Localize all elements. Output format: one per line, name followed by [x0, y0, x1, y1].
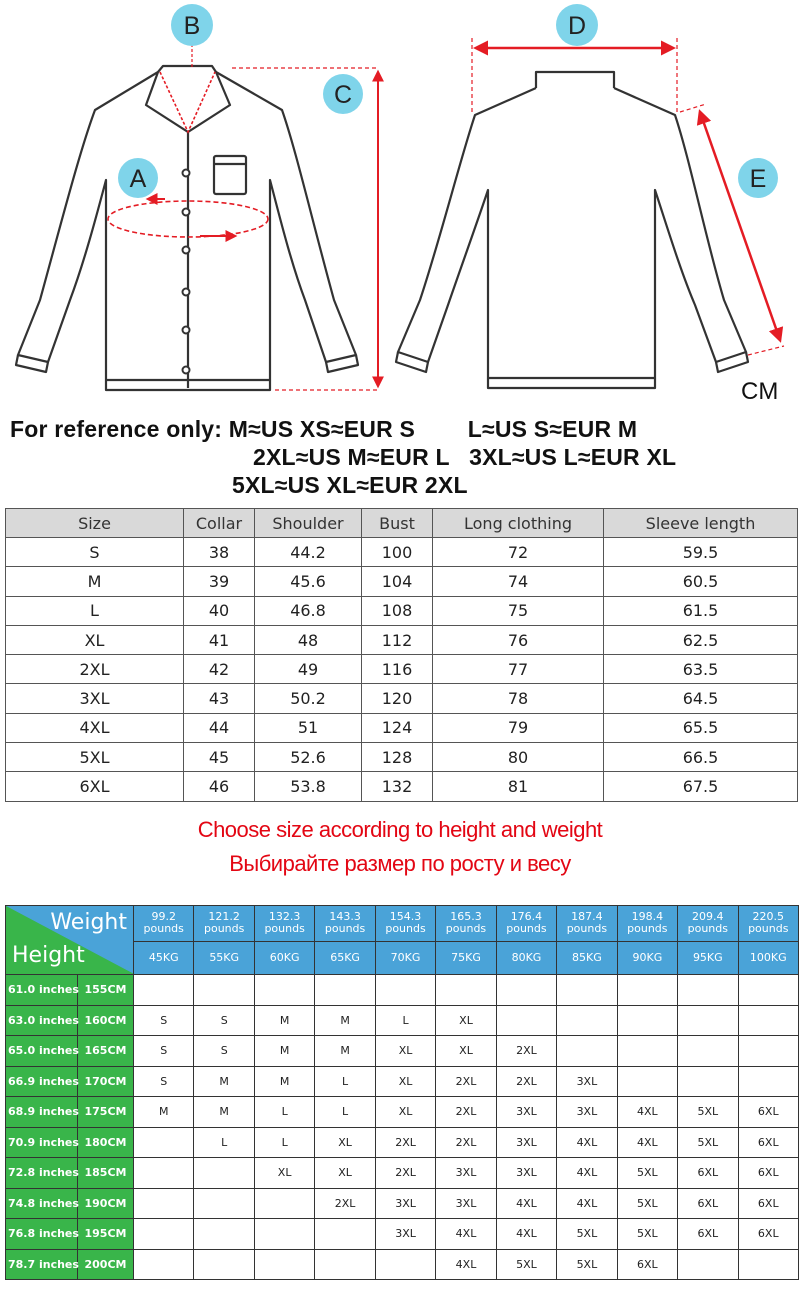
size-table-header [6, 509, 798, 538]
height-row [6, 1127, 799, 1158]
size-row [6, 743, 798, 772]
size-cell: 74 [433, 567, 604, 596]
size-recommendation-cell: M [134, 1097, 194, 1128]
size-recommendation-cell: L [375, 1005, 435, 1036]
svg-text:B: B [183, 12, 201, 40]
size-recommendation-cell: 5XL [617, 1219, 677, 1250]
size-recommendation-cell: 4XL [617, 1097, 677, 1128]
size-recommendation-cell: 3XL [496, 1127, 556, 1158]
size-cell: 52.6 [255, 743, 362, 772]
shirt-measurement-diagram [0, 0, 800, 400]
size-recommendation-cell [557, 1036, 617, 1067]
size-cell: 63.5 [604, 655, 798, 684]
height-inches-cell: 76.8 inches [6, 1219, 78, 1250]
size-recommendation-cell: 3XL [375, 1188, 435, 1219]
size-cell: 108 [362, 596, 433, 625]
size-recommendation-cell: S [194, 1005, 254, 1036]
size-recommendation-cell: 5XL [617, 1158, 677, 1189]
size-recommendation-cell: 2XL [496, 1036, 556, 1067]
size-recommendation-cell: 2XL [496, 1066, 556, 1097]
size-cell: 62.5 [604, 625, 798, 654]
size-cell: 6XL [6, 772, 184, 801]
reference-line-1: For reference only: M≈US XS≈EUR S L≈US S≈EUR M [10, 416, 638, 442]
header-long-clothing: Long clothing [433, 509, 604, 538]
size-row [6, 538, 798, 567]
size-cell: 3XL [6, 684, 184, 713]
size-recommendation-cell: 3XL [375, 1219, 435, 1250]
size-recommendation-cell [738, 1066, 798, 1097]
size-recommendation-cell: 4XL [557, 1158, 617, 1189]
size-cell: 46 [184, 772, 255, 801]
weight-pounds-header: 176.4 pounds [496, 906, 556, 942]
size-cell: 79 [433, 713, 604, 742]
size-cell: 48 [255, 625, 362, 654]
size-recommendation-cell [617, 1066, 677, 1097]
size-recommendation-cell: 4XL [436, 1249, 496, 1280]
size-cell: 116 [362, 655, 433, 684]
size-cell: 38 [184, 538, 255, 567]
height-cm-cell: 200CM [78, 1249, 134, 1280]
size-recommendation-cell: XL [375, 1036, 435, 1067]
size-recommendation-cell [678, 1249, 738, 1280]
size-recommendation-cell: M [254, 1005, 314, 1036]
size-recommendation-cell: 2XL [436, 1127, 496, 1158]
size-recommendation-cell [254, 1219, 314, 1250]
size-recommendation-cell: 6XL [738, 1158, 798, 1189]
height-inches-cell: 61.0 inches [6, 975, 78, 1006]
size-recommendation-cell [254, 975, 314, 1006]
size-recommendation-cell: XL [436, 1005, 496, 1036]
header-bust: Bust [362, 509, 433, 538]
height-cm-cell: 160CM [78, 1005, 134, 1036]
reference-line-2: 2XL≈US M≈EUR L 3XL≈US L≈EUR XL [253, 444, 677, 470]
weight-pounds-header: 132.3 pounds [254, 906, 314, 942]
height-row [6, 1158, 799, 1189]
size-cell: 2XL [6, 655, 184, 684]
weight-pounds-header: 187.4 pounds [557, 906, 617, 942]
reference-line-3: 5XL≈US XL≈EUR 2XL [232, 472, 468, 498]
unit-label: CM [741, 378, 779, 405]
weight-corner-label: Weight [50, 910, 127, 935]
size-recommendation-cell: 4XL [496, 1219, 556, 1250]
size-recommendation-cell: 3XL [557, 1097, 617, 1128]
label-marker-e [738, 158, 778, 198]
size-cell: S [6, 538, 184, 567]
svg-text:A: A [129, 165, 147, 193]
size-cell: 81 [433, 772, 604, 801]
height-inches-cell: 65.0 inches [6, 1036, 78, 1067]
size-cell: 65.5 [604, 713, 798, 742]
size-recommendation-cell: 5XL [496, 1249, 556, 1280]
height-row [6, 1097, 799, 1128]
size-recommendation-cell: 4XL [436, 1219, 496, 1250]
size-cell: 51 [255, 713, 362, 742]
size-recommendation-cell: 2XL [375, 1127, 435, 1158]
size-cell: M [6, 567, 184, 596]
size-cell: 132 [362, 772, 433, 801]
size-recommendation-cell: 3XL [436, 1188, 496, 1219]
svg-text:C: C [333, 81, 353, 109]
size-recommendation-cell: L [315, 1066, 375, 1097]
size-recommendation-cell [738, 1036, 798, 1067]
weight-pounds-header: 209.4 pounds [678, 906, 738, 942]
size-recommendation-cell [194, 1219, 254, 1250]
size-recommendation-cell [678, 1066, 738, 1097]
size-recommendation-cell [496, 975, 556, 1006]
size-recommendation-cell: S [134, 1066, 194, 1097]
height-row [6, 1066, 799, 1097]
size-row [6, 655, 798, 684]
notice-english: Choose size according to height and weight [197, 817, 603, 842]
weight-kg-header: 95KG [678, 941, 738, 975]
size-cell: 45.6 [255, 567, 362, 596]
size-recommendation-cell [678, 1005, 738, 1036]
height-inches-cell: 72.8 inches [6, 1158, 78, 1189]
size-cell: 61.5 [604, 596, 798, 625]
size-recommendation-cell [134, 975, 194, 1006]
height-inches-cell: 63.0 inches [6, 1005, 78, 1036]
size-cell: 44 [184, 713, 255, 742]
size-recommendation-cell: L [254, 1127, 314, 1158]
size-recommendation-cell [134, 1127, 194, 1158]
weight-pounds-header: 198.4 pounds [617, 906, 677, 942]
header-shoulder: Shoulder [255, 509, 362, 538]
height-cm-cell: 185CM [78, 1158, 134, 1189]
height-cm-cell: 195CM [78, 1219, 134, 1250]
size-recommendation-cell: 6XL [617, 1249, 677, 1280]
size-recommendation-cell [134, 1158, 194, 1189]
size-recommendation-cell [617, 1036, 677, 1067]
size-recommendation-cell: 2XL [375, 1158, 435, 1189]
size-recommendation-cell: 2XL [436, 1066, 496, 1097]
height-cm-cell: 170CM [78, 1066, 134, 1097]
size-cell: 41 [184, 625, 255, 654]
size-row [6, 713, 798, 742]
height-cm-cell: 175CM [78, 1097, 134, 1128]
size-cell: 120 [362, 684, 433, 713]
size-recommendation-cell: M [194, 1066, 254, 1097]
size-table [5, 508, 798, 802]
size-recommendation-cell [194, 1249, 254, 1280]
label-marker-d [556, 4, 598, 46]
size-recommendation-cell: 3XL [557, 1066, 617, 1097]
size-cell: 112 [362, 625, 433, 654]
size-cell: 59.5 [604, 538, 798, 567]
size-recommendation-cell [134, 1249, 194, 1280]
size-cell: 50.2 [255, 684, 362, 713]
size-cell: 60.5 [604, 567, 798, 596]
height-row [6, 1249, 799, 1280]
height-cm-cell: 190CM [78, 1188, 134, 1219]
size-recommendation-cell [315, 975, 375, 1006]
size-cell: 75 [433, 596, 604, 625]
size-recommendation-cell [134, 1188, 194, 1219]
size-recommendation-cell: M [194, 1097, 254, 1128]
size-recommendation-cell [194, 1188, 254, 1219]
height-inches-cell: 70.9 inches [6, 1127, 78, 1158]
weight-kg-header: 100KG [738, 941, 798, 975]
size-recommendation-cell: XL [315, 1127, 375, 1158]
size-cell: 67.5 [604, 772, 798, 801]
size-cell: 128 [362, 743, 433, 772]
weight-pounds-header: 143.3 pounds [315, 906, 375, 942]
size-recommendation-cell: 6XL [738, 1097, 798, 1128]
weight-pounds-header: 220.5 pounds [738, 906, 798, 942]
weight-kg-header: 90KG [617, 941, 677, 975]
size-recommendation-cell [738, 1005, 798, 1036]
size-recommendation-cell: L [254, 1097, 314, 1128]
size-recommendation-cell: M [254, 1066, 314, 1097]
size-cell: 46.8 [255, 596, 362, 625]
weight-kg-header: 60KG [254, 941, 314, 975]
size-recommendation-cell [557, 975, 617, 1006]
weight-pounds-header: 121.2 pounds [194, 906, 254, 942]
size-cell: 5XL [6, 743, 184, 772]
size-recommendation-cell [738, 1249, 798, 1280]
weight-kg-header: 85KG [557, 941, 617, 975]
size-recommendation-cell: XL [254, 1158, 314, 1189]
height-cm-cell: 155CM [78, 975, 134, 1006]
size-row [6, 625, 798, 654]
size-cell: 77 [433, 655, 604, 684]
size-cell: 66.5 [604, 743, 798, 772]
size-recommendation-cell: 6XL [678, 1188, 738, 1219]
header-sleeve-length: Sleeve length [604, 509, 798, 538]
size-cell: 44.2 [255, 538, 362, 567]
size-recommendation-cell: M [315, 1036, 375, 1067]
height-row [6, 1188, 799, 1219]
size-recommendation-cell [194, 975, 254, 1006]
size-row [6, 567, 798, 596]
height-inches-cell: 78.7 inches [6, 1249, 78, 1280]
label-marker-c [323, 74, 363, 114]
height-weight-table [5, 905, 799, 1280]
size-recommendation-cell [557, 1005, 617, 1036]
notice-russian: Выбирайте размер по росту и весу [229, 851, 571, 876]
size-recommendation-cell [194, 1158, 254, 1189]
height-inches-cell: 66.9 inches [6, 1066, 78, 1097]
size-recommendation-cell [617, 975, 677, 1006]
size-recommendation-cell: S [194, 1036, 254, 1067]
size-recommendation-cell: 3XL [496, 1097, 556, 1128]
height-corner-label: Height [12, 943, 85, 968]
weight-kg-header: 65KG [315, 941, 375, 975]
svg-text:E: E [749, 165, 767, 193]
size-recommendation-cell [254, 1249, 314, 1280]
size-row [6, 684, 798, 713]
height-cm-cell: 180CM [78, 1127, 134, 1158]
size-recommendation-cell: 3XL [496, 1158, 556, 1189]
size-recommendation-cell [375, 1249, 435, 1280]
size-recommendation-cell: M [254, 1036, 314, 1067]
weight-kg-header: 70KG [375, 941, 435, 975]
size-row [6, 596, 798, 625]
size-recommendation-cell: 2XL [436, 1097, 496, 1128]
size-cell: 53.8 [255, 772, 362, 801]
height-row [6, 975, 799, 1006]
size-recommendation-cell: XL [375, 1097, 435, 1128]
height-row [6, 1219, 799, 1250]
weight-pounds-header: 99.2 pounds [134, 906, 194, 942]
size-recommendation-cell: 6XL [738, 1127, 798, 1158]
size-recommendation-cell: XL [315, 1158, 375, 1189]
size-recommendation-cell [436, 975, 496, 1006]
weight-kg-header: 80KG [496, 941, 556, 975]
weight-pounds-header: 165.3 pounds [436, 906, 496, 942]
size-recommendation-cell: XL [375, 1066, 435, 1097]
size-recommendation-cell: 6XL [738, 1188, 798, 1219]
height-row [6, 1036, 799, 1067]
size-cell: 76 [433, 625, 604, 654]
header-size: Size [6, 509, 184, 538]
size-recommendation-cell [678, 1036, 738, 1067]
size-recommendation-cell: 6XL [678, 1158, 738, 1189]
size-recommendation-cell: 6XL [678, 1219, 738, 1250]
label-marker-b [171, 4, 213, 46]
header-collar: Collar [184, 509, 255, 538]
size-cell: XL [6, 625, 184, 654]
size-recommendation-cell [678, 975, 738, 1006]
size-cell: 45 [184, 743, 255, 772]
size-cell: 64.5 [604, 684, 798, 713]
size-cell: 43 [184, 684, 255, 713]
size-recommendation-cell: 5XL [557, 1249, 617, 1280]
size-row [6, 772, 798, 801]
label-marker-a [118, 158, 158, 198]
size-cell: 39 [184, 567, 255, 596]
size-recommendation-cell [315, 1249, 375, 1280]
size-recommendation-cell: S [134, 1036, 194, 1067]
weight-kg-header: 75KG [436, 941, 496, 975]
size-recommendation-cell: 5XL [617, 1188, 677, 1219]
size-recommendation-cell: S [134, 1005, 194, 1036]
size-cell: 72 [433, 538, 604, 567]
size-cell: 78 [433, 684, 604, 713]
size-recommendation-cell: 4XL [496, 1188, 556, 1219]
size-cell: 80 [433, 743, 604, 772]
front-shirt-icon [16, 66, 358, 390]
back-shirt-icon [396, 72, 748, 388]
size-cell: 42 [184, 655, 255, 684]
size-cell: 40 [184, 596, 255, 625]
size-recommendation-cell: 4XL [617, 1127, 677, 1158]
svg-text:D: D [567, 12, 587, 40]
size-recommendation-cell: 5XL [678, 1127, 738, 1158]
height-inches-cell: 68.9 inches [6, 1097, 78, 1128]
weight-pounds-header: 154.3 pounds [375, 906, 435, 942]
size-recommendation-cell: L [315, 1097, 375, 1128]
size-recommendation-cell: 2XL [315, 1188, 375, 1219]
size-recommendation-cell: M [315, 1005, 375, 1036]
corner-header [6, 906, 134, 975]
size-recommendation-cell [315, 1219, 375, 1250]
size-recommendation-cell: 6XL [738, 1219, 798, 1250]
size-recommendation-cell: XL [436, 1036, 496, 1067]
size-recommendation-cell [617, 1005, 677, 1036]
size-cell: L [6, 596, 184, 625]
height-row [6, 1005, 799, 1036]
size-recommendation-cell [375, 975, 435, 1006]
size-recommendation-cell: 4XL [557, 1188, 617, 1219]
size-cell: 4XL [6, 713, 184, 742]
size-cell: 104 [362, 567, 433, 596]
size-recommendation-cell [496, 1005, 556, 1036]
weight-kg-header: 55KG [194, 941, 254, 975]
size-cell: 49 [255, 655, 362, 684]
size-recommendation-cell [738, 975, 798, 1006]
weight-kg-header: 45KG [134, 941, 194, 975]
size-recommendation-cell: 5XL [678, 1097, 738, 1128]
size-recommendation-cell: 4XL [557, 1127, 617, 1158]
size-cell: 100 [362, 538, 433, 567]
size-recommendation-cell: L [194, 1127, 254, 1158]
size-recommendation-cell [134, 1219, 194, 1250]
size-recommendation-cell: 3XL [436, 1158, 496, 1189]
size-recommendation-cell [254, 1188, 314, 1219]
height-inches-cell: 74.8 inches [6, 1188, 78, 1219]
size-cell: 124 [362, 713, 433, 742]
height-cm-cell: 165CM [78, 1036, 134, 1067]
size-recommendation-cell: 5XL [557, 1219, 617, 1250]
